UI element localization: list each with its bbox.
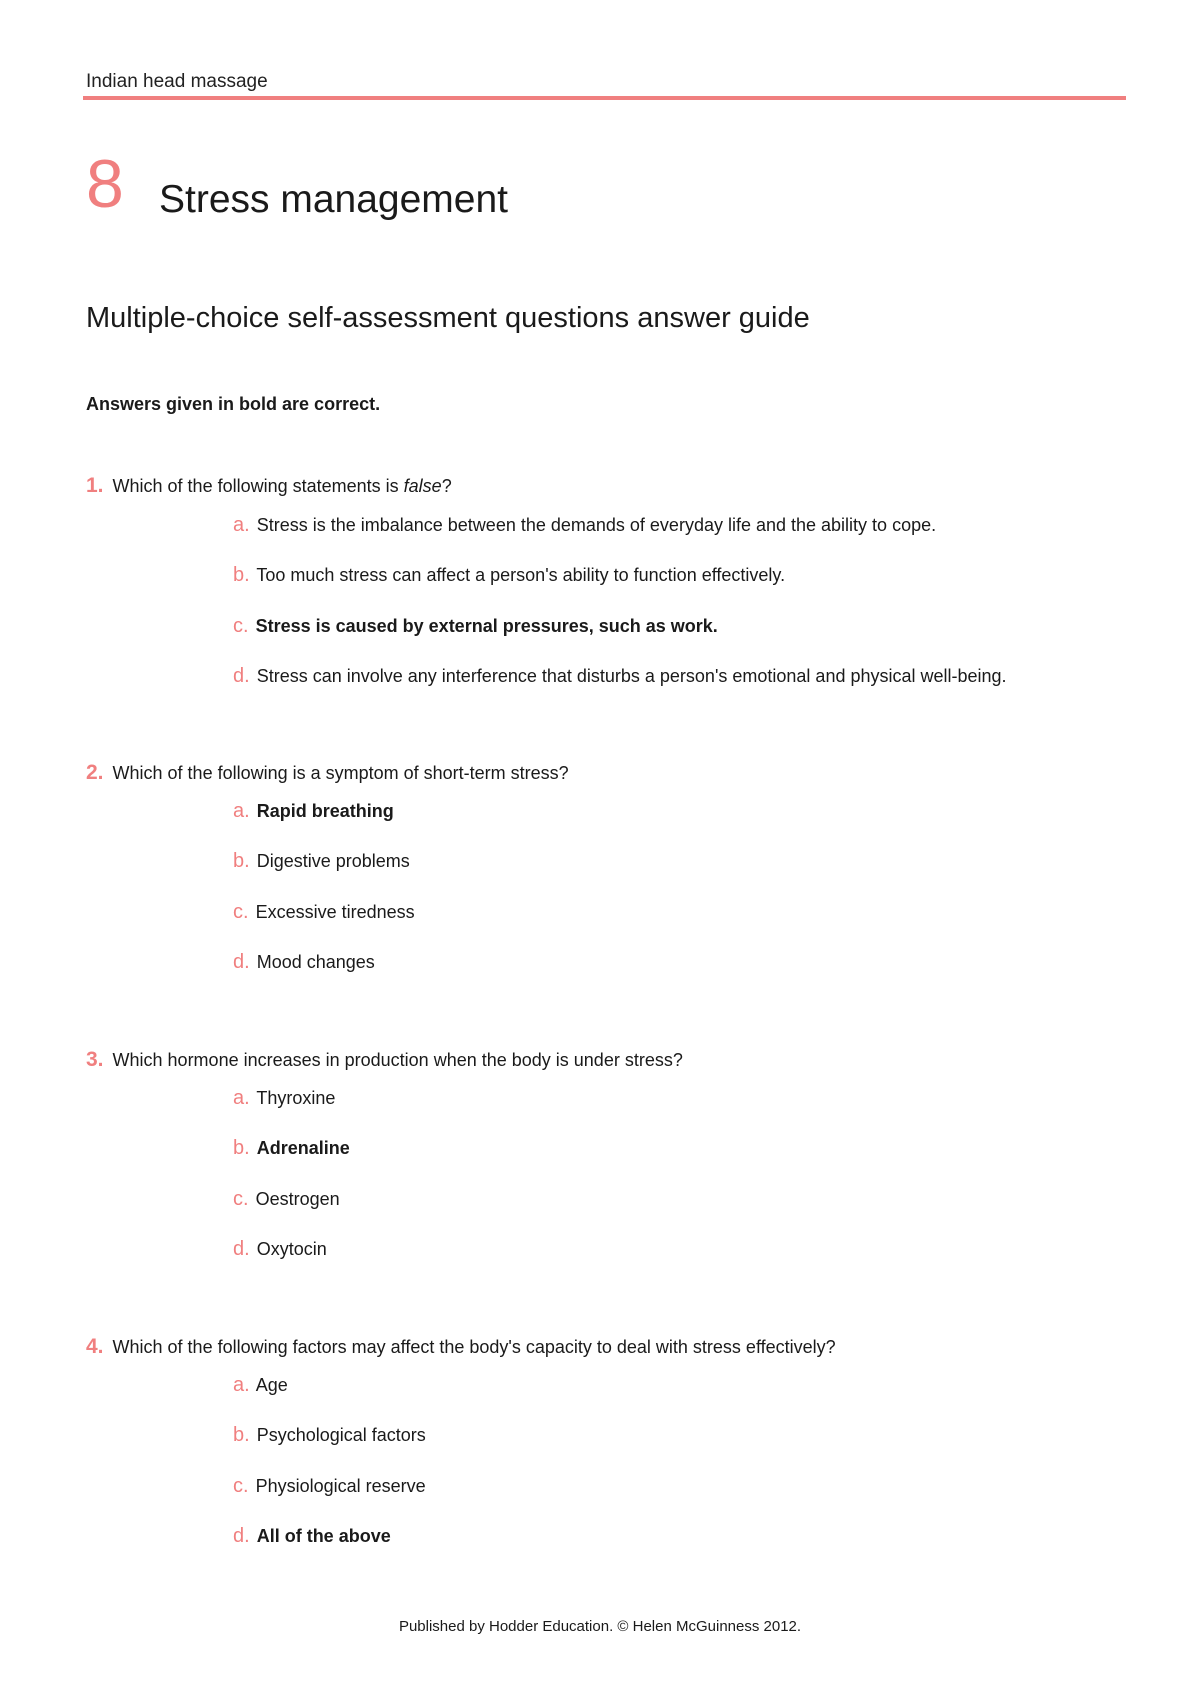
option-2c: [233, 902, 415, 922]
question-1: [86, 475, 452, 496]
option-1b: [233, 565, 785, 585]
option-letter: c.: [233, 1188, 249, 1210]
option-letter: a.: [233, 1374, 250, 1396]
option-text: Rapid breathing: [256, 801, 394, 821]
option-1d: [233, 666, 1007, 686]
option-3c: [233, 1189, 340, 1209]
option-letter: a.: [233, 800, 250, 822]
option-3d: [233, 1239, 327, 1259]
question-text: Which of the following statements is: [112, 476, 404, 496]
question-number: 4.: [86, 1335, 104, 1358]
page-footer: Published by Hodder Education. © Helen McGuinness 2012.: [398, 1618, 802, 1635]
option-text: Digestive problems: [256, 851, 410, 871]
option-4b: [233, 1425, 426, 1445]
option-letter: b.: [233, 1137, 250, 1159]
chapter-number: 8: [86, 146, 124, 222]
option-4d: [233, 1526, 391, 1546]
header-rule: [83, 96, 1126, 100]
option-3a: [233, 1088, 335, 1108]
option-letter: c.: [233, 615, 249, 637]
option-3b: [233, 1138, 350, 1158]
question-3: [86, 1049, 683, 1070]
option-letter: c.: [233, 901, 249, 923]
option-letter: d.: [233, 665, 250, 687]
question-2: [86, 762, 569, 783]
option-text: Stress can involve any interference that disturbs a person's emotional and physical well-being.: [256, 666, 1007, 686]
option-text: Mood changes: [256, 952, 375, 972]
option-4c: [233, 1476, 426, 1496]
question-text: Which hormone increases in production when the body is under stress?: [112, 1050, 683, 1070]
option-letter: d.: [233, 951, 250, 973]
option-text: Age: [255, 1375, 288, 1395]
option-text: Excessive tiredness: [255, 902, 415, 922]
running-head: Indian head massage: [86, 71, 268, 92]
option-letter: b.: [233, 1424, 250, 1446]
option-letter: d.: [233, 1525, 250, 1547]
option-text: Stress is the imbalance between the demands of everyday life and the ability to cope.: [256, 515, 937, 535]
question-text-end: ?: [441, 476, 452, 496]
option-text: Adrenaline: [256, 1138, 350, 1158]
option-text: All of the above: [256, 1526, 391, 1546]
option-text: Thyroxine: [256, 1088, 336, 1108]
option-1c: [233, 616, 718, 636]
option-text: Oestrogen: [255, 1189, 340, 1209]
option-2a: [233, 801, 394, 821]
option-4a: [233, 1375, 288, 1395]
question-text: Which of the following is a symptom of short-term stress?: [112, 763, 569, 783]
question-number: 3.: [86, 1048, 104, 1071]
option-text: Stress is caused by external pressures, such as work.: [255, 616, 718, 636]
answer-note: Answers given in bold are correct.: [86, 394, 381, 414]
question-text-emphasis: false: [403, 476, 442, 496]
option-text: Oxytocin: [256, 1239, 327, 1259]
question-number: 1.: [86, 474, 104, 497]
option-text: Physiological reserve: [255, 1476, 426, 1496]
page-subtitle: Multiple-choice self-assessment questions answer guide: [86, 302, 810, 334]
option-text: Psychological factors: [256, 1425, 426, 1445]
option-1a: [233, 515, 936, 535]
question-text: Which of the following factors may affect the body's capacity to deal with stress effectively?: [112, 1337, 836, 1357]
option-letter: a.: [233, 514, 250, 536]
option-letter: c.: [233, 1475, 249, 1497]
question-4: [86, 1336, 836, 1357]
option-2d: [233, 952, 375, 972]
option-letter: d.: [233, 1238, 250, 1260]
question-number: 2.: [86, 761, 104, 784]
chapter-title: Stress management: [159, 178, 509, 221]
option-letter: a.: [233, 1087, 250, 1109]
option-text: Too much stress can affect a person's ability to function effectively.: [256, 565, 786, 585]
option-letter: b.: [233, 564, 250, 586]
option-2b: [233, 851, 410, 871]
option-letter: b.: [233, 850, 250, 872]
